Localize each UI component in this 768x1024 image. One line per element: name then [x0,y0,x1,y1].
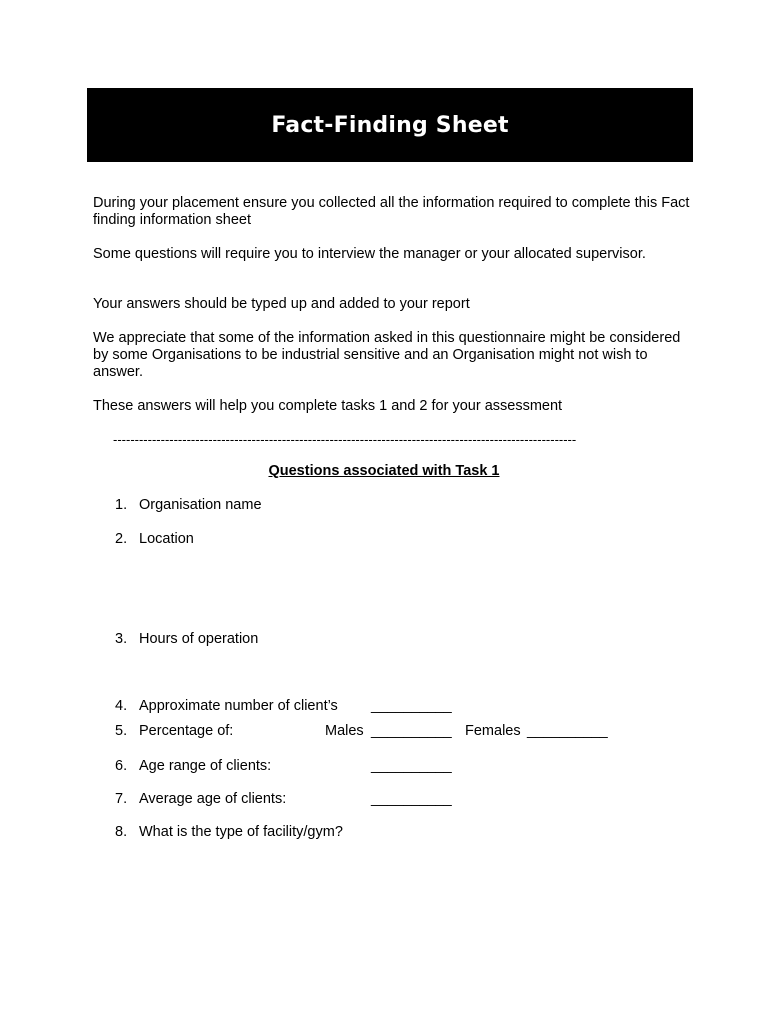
question-6 [0,758,768,775]
question-text: Approximate number of client’s [139,698,338,714]
answer-blank[interactable]: __________ [371,791,452,807]
males-label: Males [325,723,364,739]
question-5 [0,723,768,740]
intro-paragraph-2: Some questions will require you to interview the manager or your allocated supervisor. [93,246,646,262]
answer-blank[interactable]: __________ [371,758,452,774]
females-label: Females [465,723,521,739]
intro-paragraph-5: These answers will help you complete tasks 1 and 2 for your assessment [93,398,563,414]
question-text: Organisation name [139,497,262,513]
section-heading: Questions associated with Task 1 [268,463,500,479]
question-number: 6. [115,758,128,774]
females-answer-blank[interactable]: __________ [527,723,608,739]
question-number: 1. [115,497,128,513]
intro-paragraph-3: Your answers should be typed up and added to your report [93,296,470,312]
dashed-divider: ----------------------------------------------------------------------------------------------------------- [113,432,577,447]
question-text: Location [139,531,194,547]
intro-paragraph-4: We appreciate that some of the information asked in this questionnaire might be considered by some Organisations to be industrial sensitive and an Organisation might not wish to answer. [93,330,681,380]
question-text: Age range of clients: [139,758,272,774]
question-1 [0,497,768,514]
question-number: 7. [115,791,128,807]
question-text: Average age of clients: [139,791,287,807]
question-8 [0,824,768,841]
question-4 [0,698,768,715]
question-7 [0,791,768,808]
title-banner [87,88,693,162]
question-number: 3. [115,631,128,647]
question-number: 2. [115,531,128,547]
question-3 [0,631,768,648]
question-number: 5. [115,723,128,739]
question-number: 4. [115,698,128,714]
males-answer-blank[interactable]: __________ [371,723,452,739]
question-text: Hours of operation [139,631,259,647]
question-number: 8. [115,824,128,840]
question-text: Percentage of: [139,723,234,739]
question-2 [0,531,768,548]
intro-paragraph-1: During your placement ensure you collected all the information required to complete this Fact finding information sheet [93,195,690,228]
answer-blank[interactable]: __________ [371,698,452,714]
page-title: Fact-Finding Sheet [271,112,509,138]
question-text: What is the type of facility/gym? [139,824,343,840]
